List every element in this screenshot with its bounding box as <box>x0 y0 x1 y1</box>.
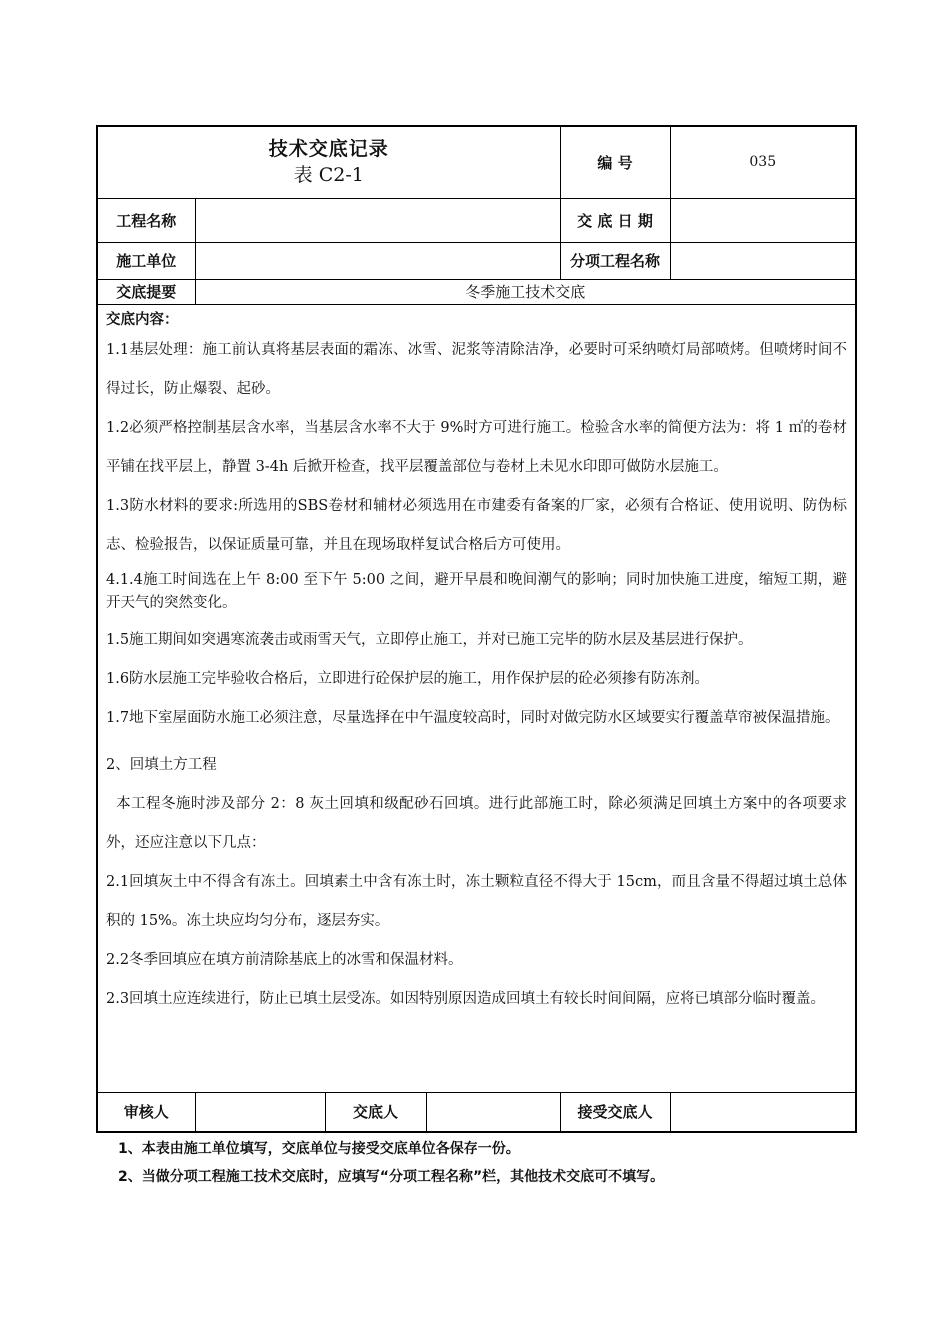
record-table <box>96 125 857 1133</box>
footnotes <box>96 1135 855 1191</box>
summary-row <box>97 279 856 304</box>
content-cell <box>97 304 856 1092</box>
title-cell <box>97 126 560 198</box>
form-title: 技术交底记录 <box>268 138 389 161</box>
subproject-label: 分项工程名称 <box>560 242 670 279</box>
contractor-row <box>97 242 856 279</box>
reviewer-label: 审核人 <box>97 1092 195 1132</box>
paragraph-2-3: 2.3回填土应连续进行，防止已填土层受冻。如因特别原因造成回填土有较长时间间隔，应将已填部分临时覆盖。 <box>106 990 826 1007</box>
receiver-label: 接受交底人 <box>560 1092 670 1132</box>
number-value: 035 <box>670 126 856 198</box>
paragraph-1-6: 1.6防水层施工完毕验收合格后，立即进行砼保护层的施工，用作保护层的砼必须掺有防冻剂。 <box>106 670 710 687</box>
footnote-1: 1、本表由施工单位填写，交底单位与接受交底单位各保存一份。 <box>118 1141 520 1157</box>
contractor-value[interactable] <box>195 242 560 279</box>
receiver-value[interactable] <box>670 1092 856 1132</box>
project-name-row <box>97 198 856 242</box>
subproject-value[interactable] <box>670 242 856 279</box>
presenter-value[interactable] <box>426 1092 560 1132</box>
summary-label: 交底提要 <box>97 279 195 304</box>
presenter-label: 交底人 <box>325 1092 426 1132</box>
section-2-intro: 本工程冬施时涉及部分 2：8 灰土回填和级配砂石回填。进行此部施工时，除必须满足回填土方案中的各项要求外，还应注意以下几点： <box>106 795 848 851</box>
date-value[interactable] <box>670 198 856 242</box>
date-label: 交 底 日 期 <box>560 198 670 242</box>
contractor-label: 施工单位 <box>97 242 195 279</box>
paragraph-1-7: 1.7地下室屋面防水施工必须注意，尽量选择在中午温度较高时，同时对做完防水区域要实行覆盖草帘被保温措施。 <box>106 709 840 726</box>
paragraph-1-5: 1.5施工期间如突遇寒流袭击或雨雪天气，立即停止施工，并对已施工完毕的防水层及基层进行保护。 <box>106 631 753 648</box>
title-row <box>97 126 856 198</box>
project-name-value[interactable] <box>195 198 560 242</box>
form-code: 表 C2-1 <box>293 164 364 187</box>
footnote-2: 2、当做分项工程施工技术交底时，应填写“分项工程名称”栏，其他技术交底可不填写。 <box>118 1169 665 1185</box>
technical-disclosure-record <box>96 125 855 1191</box>
signature-row <box>97 1092 856 1132</box>
paragraph-1-3: 1.3防水材料的要求:所选用的SBS卷材和辅材必须选用在市建委有备案的厂家，必须有合格证、使用说明、防伪标志、检验报告，以保证质量可靠，并且在现场取样复试合格后方可使用。 <box>106 497 848 553</box>
paragraph-1-4: 4.1.4施工时间选在上午 8:00 至下午 5:00 之间，避开早晨和晚间潮气的影响；同时加快施工进度，缩短工期，避开天气的突然变化。 <box>106 571 848 611</box>
project-name-label: 工程名称 <box>97 198 195 242</box>
paragraph-2-2: 2.2冬季回填应在填方前清除基底上的冰雪和保温材料。 <box>106 951 463 968</box>
section-2-heading: 2、回填土方工程 <box>106 756 217 773</box>
paragraph-1-1: 1.1基层处理：施工前认真将基层表面的霜冻、冰雪、泥浆等清除洁净，必要时可采纳喷灯局部喷烤。但喷烤时间不得过长，防止爆裂、起砂。 <box>106 341 848 397</box>
content-heading: 交底内容： <box>106 311 179 328</box>
summary-value: 冬季施工技术交底 <box>195 279 856 304</box>
content-row <box>97 304 856 1092</box>
number-label: 编 号 <box>560 126 670 198</box>
reviewer-value[interactable] <box>195 1092 325 1132</box>
paragraph-2-1: 2.1回填灰土中不得含有冻土。回填素土中含有冻土时，冻土颗粒直径不得大于 15cm，而且含量不得超过填土总体积的 15%。冻土块应均匀分布，逐层夯实。 <box>106 873 848 929</box>
paragraph-1-2: 1.2必须严格控制基层含水率，当基层含水率不大于 9%时方可进行施工。检验含水率的简便方法为：将 1 ㎡的卷材平铺在找平层上，静置 3-4h 后掀开检查，找平层覆盖部位与卷材上未见水印即可做防水层施工。 <box>106 419 848 475</box>
